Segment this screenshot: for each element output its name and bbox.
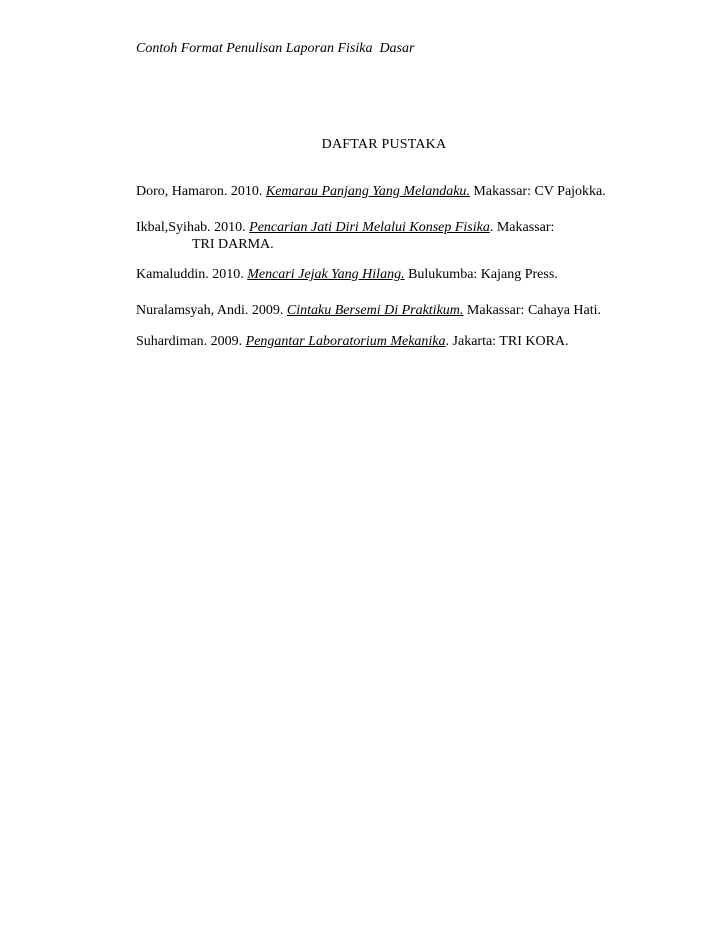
reference-entry — [136, 333, 569, 350]
reference-author-year: Kamaluddin. 2010. — [136, 267, 248, 282]
section-title — [0, 137, 728, 153]
reference-publisher: Makassar: Cahaya Hati. — [463, 303, 602, 318]
reference-title: Pengantar Laboratorium Mekanika — [245, 334, 446, 349]
reference-entry — [136, 266, 558, 283]
reference-publisher: Makassar: CV Pajokka. — [469, 184, 606, 199]
reference-entry — [136, 219, 554, 253]
reference-title: Mencari Jejak Yang Hilang. — [247, 267, 405, 282]
reference-title: Cintaku Bersemi Di Praktikum. — [286, 303, 464, 318]
reference-title: Pencarian Jati Diri Melalui Konsep Fisika — [249, 220, 490, 235]
reference-author-year: Doro, Hamaron. 2010. — [136, 184, 266, 199]
reference-publisher: . Makassar: — [489, 220, 555, 235]
reference-entry — [136, 302, 601, 319]
reference-author-year: Ikbal,Syihab. 2010. — [136, 220, 250, 235]
reference-author-year: Suhardiman. 2009. — [136, 334, 246, 349]
reference-author-year: Nuralamsyah, Andi. 2009. — [136, 303, 287, 318]
reference-publisher: . Jakarta: TRI KORA. — [445, 334, 569, 349]
section-title-text: DAFTAR PUSTAKA — [321, 137, 447, 152]
reference-entry — [136, 183, 606, 200]
reference-publisher: Bulukumba: Kajang Press. — [404, 267, 558, 282]
header-note: Contoh Format Penulisan Laporan Fisika Dasar — [136, 41, 415, 56]
reference-title: Kemarau Panjang Yang Melandaku. — [265, 184, 470, 199]
reference-continuation: TRI DARMA. — [192, 237, 274, 252]
